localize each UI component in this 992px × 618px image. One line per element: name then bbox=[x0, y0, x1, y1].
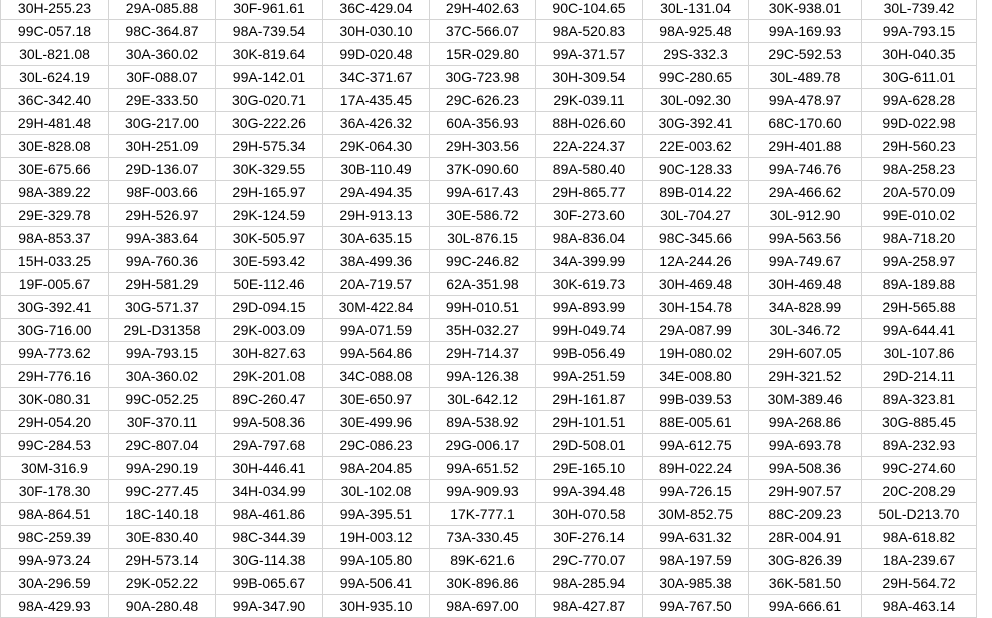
table-row bbox=[1, 89, 977, 112]
table-cell[interactable]: 18A-239.67 bbox=[862, 549, 977, 572]
table-cell[interactable]: 99A-767.50 bbox=[643, 595, 749, 618]
table-cell[interactable]: 89A-538.92 bbox=[430, 411, 536, 434]
table-cell[interactable]: 99A-290.19 bbox=[109, 457, 216, 480]
table-cell[interactable]: 30L-821.08 bbox=[1, 43, 109, 66]
table-cell[interactable]: 98C-364.87 bbox=[109, 20, 216, 43]
table-cell[interactable]: 29C-770.07 bbox=[536, 549, 643, 572]
table-cell[interactable]: 88E-005.61 bbox=[643, 411, 749, 434]
table-cell[interactable]: 99A-746.76 bbox=[749, 158, 862, 181]
table-cell[interactable]: 99A-563.56 bbox=[749, 227, 862, 250]
table-cell[interactable]: 99B-056.49 bbox=[536, 342, 643, 365]
table-row bbox=[1, 20, 977, 43]
table-cell[interactable]: 29H-481.48 bbox=[1, 112, 109, 135]
table-cell[interactable]: 30F-178.30 bbox=[1, 480, 109, 503]
table-cell[interactable]: 30H-154.78 bbox=[643, 296, 749, 319]
table-cell[interactable]: 99A-666.61 bbox=[749, 595, 862, 618]
table-cell[interactable]: 98F-003.66 bbox=[109, 181, 216, 204]
table-cell[interactable]: 30G-716.00 bbox=[1, 319, 109, 342]
table-cell[interactable]: 30G-114.38 bbox=[216, 549, 323, 572]
table-cell[interactable]: 29H-402.63 bbox=[430, 0, 536, 20]
table-cell[interactable]: 15R-029.80 bbox=[430, 43, 536, 66]
table-cell[interactable]: 99C-246.82 bbox=[430, 250, 536, 273]
table-cell[interactable]: 98A-718.20 bbox=[862, 227, 977, 250]
table-cell[interactable]: 99A-726.15 bbox=[643, 480, 749, 503]
table-cell[interactable]: 30L-107.86 bbox=[862, 342, 977, 365]
table-row bbox=[1, 388, 977, 411]
table-cell[interactable]: 38A-499.36 bbox=[323, 250, 430, 273]
table-cell[interactable]: 98A-197.59 bbox=[643, 549, 749, 572]
table-cell[interactable]: 98C-344.39 bbox=[216, 526, 323, 549]
table-cell[interactable]: 99A-371.57 bbox=[536, 43, 643, 66]
table-cell[interactable]: 29S-332.3 bbox=[643, 43, 749, 66]
table-cell[interactable]: 29H-907.57 bbox=[749, 480, 862, 503]
table-cell[interactable]: 29H-607.05 bbox=[749, 342, 862, 365]
table-row bbox=[1, 250, 977, 273]
table-cell[interactable]: 99A-508.36 bbox=[749, 457, 862, 480]
table-cell[interactable]: 29G-006.17 bbox=[430, 434, 536, 457]
table-cell[interactable]: 29E-329.78 bbox=[1, 204, 109, 227]
table-cell[interactable]: 99B-065.67 bbox=[216, 572, 323, 595]
table-cell[interactable]: 30H-446.41 bbox=[216, 457, 323, 480]
table-cell[interactable]: 99A-478.97 bbox=[749, 89, 862, 112]
table-row bbox=[1, 227, 977, 250]
table-cell[interactable]: 29K-003.09 bbox=[216, 319, 323, 342]
table-cell[interactable]: 29A-797.68 bbox=[216, 434, 323, 457]
table-cell[interactable]: 34H-034.99 bbox=[216, 480, 323, 503]
table-cell[interactable]: 30E-499.96 bbox=[323, 411, 430, 434]
table-cell[interactable]: 30H-030.10 bbox=[323, 20, 430, 43]
table-cell[interactable]: 30F-276.14 bbox=[536, 526, 643, 549]
table-cell[interactable]: 89A-232.93 bbox=[862, 434, 977, 457]
table-cell[interactable]: 30H-251.09 bbox=[109, 135, 216, 158]
table-cell[interactable]: 30M-852.75 bbox=[643, 503, 749, 526]
table-cell[interactable]: 50E-112.46 bbox=[216, 273, 323, 296]
table-cell[interactable]: 99A-508.36 bbox=[216, 411, 323, 434]
table-cell[interactable]: 30F-088.07 bbox=[109, 66, 216, 89]
table-cell[interactable]: 30E-828.08 bbox=[1, 135, 109, 158]
table-cell[interactable]: 30H-255.23 bbox=[1, 0, 109, 20]
table-cell[interactable]: 99A-383.64 bbox=[109, 227, 216, 250]
table-cell[interactable]: 30A-360.02 bbox=[109, 365, 216, 388]
table-cell[interactable]: 29H-054.20 bbox=[1, 411, 109, 434]
table-cell[interactable]: 99A-793.15 bbox=[862, 20, 977, 43]
table-cell[interactable]: 30M-316.9 bbox=[1, 457, 109, 480]
table-row bbox=[1, 480, 977, 503]
table-cell[interactable]: 99A-071.59 bbox=[323, 319, 430, 342]
table-cell[interactable]: 99A-347.90 bbox=[216, 595, 323, 618]
table-cell[interactable]: 37K-090.60 bbox=[430, 158, 536, 181]
table-cell[interactable]: 30L-102.08 bbox=[323, 480, 430, 503]
table-cell[interactable]: 34E-008.80 bbox=[643, 365, 749, 388]
table-cell[interactable]: 30L-642.12 bbox=[430, 388, 536, 411]
table-cell[interactable]: 98A-461.86 bbox=[216, 503, 323, 526]
table-cell[interactable]: 29L-D31358 bbox=[109, 319, 216, 342]
table-cell[interactable]: 98A-389.22 bbox=[1, 181, 109, 204]
table-cell[interactable]: 99A-394.48 bbox=[536, 480, 643, 503]
table-cell[interactable]: 30E-675.66 bbox=[1, 158, 109, 181]
table-row bbox=[1, 572, 977, 595]
table-cell[interactable]: 98A-520.83 bbox=[536, 20, 643, 43]
table-cell[interactable]: 30F-370.11 bbox=[109, 411, 216, 434]
table-cell[interactable]: 99A-564.86 bbox=[323, 342, 430, 365]
table-cell[interactable]: 99A-268.86 bbox=[749, 411, 862, 434]
table-cell[interactable]: 99A-506.41 bbox=[323, 572, 430, 595]
table-row bbox=[1, 457, 977, 480]
table-row bbox=[1, 66, 977, 89]
table-cell[interactable]: 29H-564.72 bbox=[862, 572, 977, 595]
table-cell[interactable]: 99B-039.53 bbox=[643, 388, 749, 411]
table-cell[interactable]: 29D-508.01 bbox=[536, 434, 643, 457]
table-cell[interactable]: 30F-273.60 bbox=[536, 204, 643, 227]
table-row bbox=[1, 273, 977, 296]
table-cell[interactable]: 99A-651.52 bbox=[430, 457, 536, 480]
table-cell[interactable]: 34A-399.99 bbox=[536, 250, 643, 273]
table-cell[interactable]: 99A-142.01 bbox=[216, 66, 323, 89]
table-cell[interactable]: 30G-611.01 bbox=[862, 66, 977, 89]
table-cell[interactable]: 99D-020.48 bbox=[323, 43, 430, 66]
table-row bbox=[1, 135, 977, 158]
table-cell[interactable]: 30G-392.41 bbox=[643, 112, 749, 135]
table-cell[interactable]: 30E-650.97 bbox=[323, 388, 430, 411]
table-cell[interactable]: 99H-010.51 bbox=[430, 296, 536, 319]
table-cell[interactable]: 30L-876.15 bbox=[430, 227, 536, 250]
table-cell[interactable]: 34A-828.99 bbox=[749, 296, 862, 319]
table-row bbox=[1, 181, 977, 204]
table-cell[interactable]: 88C-209.23 bbox=[749, 503, 862, 526]
table-cell[interactable]: 29K-124.59 bbox=[216, 204, 323, 227]
table-cell[interactable]: 30G-885.45 bbox=[862, 411, 977, 434]
table-cell[interactable]: 98A-463.14 bbox=[862, 595, 977, 618]
table-cell[interactable]: 29H-565.88 bbox=[862, 296, 977, 319]
table-cell[interactable]: 89H-022.24 bbox=[643, 457, 749, 480]
table-cell[interactable]: 29H-865.77 bbox=[536, 181, 643, 204]
table-cell[interactable]: 99A-631.32 bbox=[643, 526, 749, 549]
table-cell[interactable]: 30L-346.72 bbox=[749, 319, 862, 342]
table-cell[interactable]: 22E-003.62 bbox=[643, 135, 749, 158]
table-cell[interactable]: 30G-020.71 bbox=[216, 89, 323, 112]
table-cell[interactable]: 29K-064.30 bbox=[323, 135, 430, 158]
table-cell[interactable]: 99D-022.98 bbox=[862, 112, 977, 135]
table-cell[interactable]: 29D-094.15 bbox=[216, 296, 323, 319]
table-cell[interactable]: 36A-426.32 bbox=[323, 112, 430, 135]
table-cell[interactable]: 20A-570.09 bbox=[862, 181, 977, 204]
table-cell[interactable]: 99A-251.59 bbox=[536, 365, 643, 388]
table-cell[interactable]: 29A-466.62 bbox=[749, 181, 862, 204]
table-cell[interactable]: 99A-258.97 bbox=[862, 250, 977, 273]
table-cell[interactable]: 19H-080.02 bbox=[643, 342, 749, 365]
table-row bbox=[1, 112, 977, 135]
table-cell[interactable]: 29H-401.88 bbox=[749, 135, 862, 158]
table-cell[interactable]: 99A-105.80 bbox=[323, 549, 430, 572]
table-cell[interactable]: 90C-128.33 bbox=[643, 158, 749, 181]
table-cell[interactable]: 89A-580.40 bbox=[536, 158, 643, 181]
table-cell[interactable]: 99A-909.93 bbox=[430, 480, 536, 503]
table-cell[interactable]: 29H-560.23 bbox=[862, 135, 977, 158]
table-cell[interactable]: 29C-592.53 bbox=[749, 43, 862, 66]
table-cell[interactable]: 34C-088.08 bbox=[323, 365, 430, 388]
table-cell[interactable]: 29K-039.11 bbox=[536, 89, 643, 112]
table-cell[interactable]: 89A-189.88 bbox=[862, 273, 977, 296]
table-cell[interactable]: 29K-052.22 bbox=[109, 572, 216, 595]
table-cell[interactable]: 29H-581.29 bbox=[109, 273, 216, 296]
table-cell[interactable]: 30M-422.84 bbox=[323, 296, 430, 319]
table-cell[interactable]: 29A-085.88 bbox=[109, 0, 216, 20]
table-cell[interactable]: 99A-395.51 bbox=[323, 503, 430, 526]
table-cell[interactable]: 19F-005.67 bbox=[1, 273, 109, 296]
table-cell[interactable]: 98A-618.82 bbox=[862, 526, 977, 549]
table-cell[interactable]: 73A-330.45 bbox=[430, 526, 536, 549]
table-cell[interactable]: 30L-092.30 bbox=[643, 89, 749, 112]
table-cell[interactable]: 89B-014.22 bbox=[643, 181, 749, 204]
table-cell[interactable]: 98A-697.00 bbox=[430, 595, 536, 618]
table-cell[interactable]: 28R-004.91 bbox=[749, 526, 862, 549]
table-cell[interactable]: 62A-351.98 bbox=[430, 273, 536, 296]
table-cell[interactable]: 29H-161.87 bbox=[536, 388, 643, 411]
table-cell[interactable]: 30A-296.59 bbox=[1, 572, 109, 595]
table-cell[interactable]: 29H-776.16 bbox=[1, 365, 109, 388]
table-cell[interactable]: 29H-714.37 bbox=[430, 342, 536, 365]
table-cell[interactable]: 29C-086.23 bbox=[323, 434, 430, 457]
table-cell[interactable]: 98C-345.66 bbox=[643, 227, 749, 250]
table-cell[interactable]: 30G-723.98 bbox=[430, 66, 536, 89]
table-cell[interactable]: 29D-214.11 bbox=[862, 365, 977, 388]
table-cell[interactable]: 29A-494.35 bbox=[323, 181, 430, 204]
table-cell[interactable]: 34C-371.67 bbox=[323, 66, 430, 89]
table-cell[interactable]: 99A-169.93 bbox=[749, 20, 862, 43]
table-cell[interactable]: 37C-566.07 bbox=[430, 20, 536, 43]
table-cell[interactable]: 30G-571.37 bbox=[109, 296, 216, 319]
table-cell[interactable]: 20C-208.29 bbox=[862, 480, 977, 503]
table-cell[interactable]: 30K-938.01 bbox=[749, 0, 862, 20]
table-cell[interactable]: 68C-170.60 bbox=[749, 112, 862, 135]
table-cell[interactable]: 20A-719.57 bbox=[323, 273, 430, 296]
table-cell[interactable]: 30G-826.39 bbox=[749, 549, 862, 572]
table-cell[interactable]: 29H-165.97 bbox=[216, 181, 323, 204]
table-cell[interactable]: 29H-303.56 bbox=[430, 135, 536, 158]
table-cell[interactable]: 30L-624.19 bbox=[1, 66, 109, 89]
table-cell[interactable]: 98C-259.39 bbox=[1, 526, 109, 549]
table-cell[interactable]: 30E-593.42 bbox=[216, 250, 323, 273]
table-cell[interactable]: 90C-104.65 bbox=[536, 0, 643, 20]
table-row bbox=[1, 503, 977, 526]
table-cell[interactable]: 29H-101.51 bbox=[536, 411, 643, 434]
table-cell[interactable]: 29E-333.50 bbox=[109, 89, 216, 112]
table-cell[interactable]: 30L-739.42 bbox=[862, 0, 977, 20]
table-cell[interactable]: 50L-D213.70 bbox=[862, 503, 977, 526]
spreadsheet-body bbox=[1, 0, 977, 618]
table-cell[interactable]: 29C-626.23 bbox=[430, 89, 536, 112]
table-cell[interactable]: 30K-819.64 bbox=[216, 43, 323, 66]
table-cell[interactable]: 99A-893.99 bbox=[536, 296, 643, 319]
table-cell[interactable]: 29E-165.10 bbox=[536, 457, 643, 480]
table-cell[interactable]: 17K-777.1 bbox=[430, 503, 536, 526]
table-cell[interactable]: 30K-329.55 bbox=[216, 158, 323, 181]
table-cell[interactable]: 99C-057.18 bbox=[1, 20, 109, 43]
table-cell[interactable]: 98A-427.87 bbox=[536, 595, 643, 618]
table-cell[interactable]: 30A-635.15 bbox=[323, 227, 430, 250]
table-cell[interactable]: 30K-619.73 bbox=[536, 273, 643, 296]
table-cell[interactable]: 30G-392.41 bbox=[1, 296, 109, 319]
table-cell[interactable]: 99A-126.38 bbox=[430, 365, 536, 388]
table-row bbox=[1, 342, 977, 365]
table-cell[interactable]: 99E-010.02 bbox=[862, 204, 977, 227]
table-cell[interactable]: 30H-469.48 bbox=[749, 273, 862, 296]
table-cell[interactable]: 99A-793.15 bbox=[109, 342, 216, 365]
table-cell[interactable]: 30K-505.97 bbox=[216, 227, 323, 250]
table-cell[interactable]: 29D-136.07 bbox=[109, 158, 216, 181]
table-cell[interactable]: 98A-925.48 bbox=[643, 20, 749, 43]
table-cell[interactable]: 30H-309.54 bbox=[536, 66, 643, 89]
table-cell[interactable]: 30M-389.46 bbox=[749, 388, 862, 411]
table-cell[interactable]: 98A-739.54 bbox=[216, 20, 323, 43]
table-cell[interactable]: 99C-274.60 bbox=[862, 457, 977, 480]
table-cell[interactable]: 30H-827.63 bbox=[216, 342, 323, 365]
table-cell[interactable]: 99A-760.36 bbox=[109, 250, 216, 273]
table-row bbox=[1, 411, 977, 434]
table-cell[interactable]: 30L-704.27 bbox=[643, 204, 749, 227]
table-cell[interactable]: 90A-280.48 bbox=[109, 595, 216, 618]
table-cell[interactable]: 30E-586.72 bbox=[430, 204, 536, 227]
table-row bbox=[1, 43, 977, 66]
table-row bbox=[1, 526, 977, 549]
table-cell[interactable]: 30H-040.35 bbox=[862, 43, 977, 66]
table-cell[interactable]: 29H-321.52 bbox=[749, 365, 862, 388]
table-cell[interactable]: 36C-429.04 bbox=[323, 0, 430, 20]
table-row bbox=[1, 158, 977, 181]
table-cell[interactable]: 98A-853.37 bbox=[1, 227, 109, 250]
table-cell[interactable]: 99A-773.62 bbox=[1, 342, 109, 365]
table-cell[interactable]: 99C-052.25 bbox=[109, 388, 216, 411]
table-cell[interactable]: 30G-217.00 bbox=[109, 112, 216, 135]
table-cell[interactable]: 18C-140.18 bbox=[109, 503, 216, 526]
table-cell[interactable]: 17A-435.45 bbox=[323, 89, 430, 112]
table-cell[interactable]: 98A-285.94 bbox=[536, 572, 643, 595]
table-cell[interactable]: 22A-224.37 bbox=[536, 135, 643, 158]
table-cell[interactable]: 29A-087.99 bbox=[643, 319, 749, 342]
table-row bbox=[1, 365, 977, 388]
table-cell[interactable]: 89K-621.6 bbox=[430, 549, 536, 572]
table-cell[interactable]: 30A-985.38 bbox=[643, 572, 749, 595]
table-cell[interactable]: 98A-836.04 bbox=[536, 227, 643, 250]
table-cell[interactable]: 12A-244.26 bbox=[643, 250, 749, 273]
table-cell[interactable]: 36C-342.40 bbox=[1, 89, 109, 112]
table-cell[interactable]: 30L-131.04 bbox=[643, 0, 749, 20]
table-cell[interactable]: 36K-581.50 bbox=[749, 572, 862, 595]
table-cell[interactable]: 30L-912.90 bbox=[749, 204, 862, 227]
table-cell[interactable]: 30G-222.26 bbox=[216, 112, 323, 135]
table-cell[interactable]: 30F-961.61 bbox=[216, 0, 323, 20]
table-row bbox=[1, 549, 977, 572]
table-cell[interactable]: 89C-260.47 bbox=[216, 388, 323, 411]
table-cell[interactable]: 98A-429.93 bbox=[1, 595, 109, 618]
table-cell[interactable]: 29H-913.13 bbox=[323, 204, 430, 227]
table-cell[interactable]: 60A-356.93 bbox=[430, 112, 536, 135]
table-cell[interactable]: 30H-935.10 bbox=[323, 595, 430, 618]
table-cell[interactable]: 30K-080.31 bbox=[1, 388, 109, 411]
table-cell[interactable]: 19H-003.12 bbox=[323, 526, 430, 549]
table-cell[interactable]: 99A-644.41 bbox=[862, 319, 977, 342]
table-cell[interactable]: 30H-070.58 bbox=[536, 503, 643, 526]
table-cell[interactable]: 99A-749.67 bbox=[749, 250, 862, 273]
table-cell[interactable]: 30E-830.40 bbox=[109, 526, 216, 549]
table-cell[interactable]: 98A-864.51 bbox=[1, 503, 109, 526]
table-cell[interactable]: 30A-360.02 bbox=[109, 43, 216, 66]
table-row bbox=[1, 434, 977, 457]
table-row bbox=[1, 319, 977, 342]
table-cell[interactable]: 99C-280.65 bbox=[643, 66, 749, 89]
table-row bbox=[1, 0, 977, 20]
table-row bbox=[1, 296, 977, 319]
table-cell[interactable]: 99A-628.28 bbox=[862, 89, 977, 112]
table-cell[interactable]: 30H-469.48 bbox=[643, 273, 749, 296]
table-cell[interactable]: 89A-323.81 bbox=[862, 388, 977, 411]
table-cell[interactable]: 99C-284.53 bbox=[1, 434, 109, 457]
table-row bbox=[1, 204, 977, 227]
table-cell[interactable]: 88H-026.60 bbox=[536, 112, 643, 135]
table-cell[interactable]: 29H-526.97 bbox=[109, 204, 216, 227]
table-row bbox=[1, 595, 977, 618]
table-cell[interactable]: 99A-612.75 bbox=[643, 434, 749, 457]
table-cell[interactable]: 30B-110.49 bbox=[323, 158, 430, 181]
table-cell[interactable]: 99A-973.24 bbox=[1, 549, 109, 572]
table-cell[interactable]: 99A-693.78 bbox=[749, 434, 862, 457]
table-cell[interactable]: 29K-201.08 bbox=[216, 365, 323, 388]
table-cell[interactable]: 99C-277.45 bbox=[109, 480, 216, 503]
table-cell[interactable]: 30K-896.86 bbox=[430, 572, 536, 595]
table-cell[interactable]: 29H-573.14 bbox=[109, 549, 216, 572]
table-cell[interactable]: 29H-575.34 bbox=[216, 135, 323, 158]
table-cell[interactable]: 98A-258.23 bbox=[862, 158, 977, 181]
table-cell[interactable]: 15H-033.25 bbox=[1, 250, 109, 273]
table-cell[interactable]: 30L-489.78 bbox=[749, 66, 862, 89]
table-cell[interactable]: 35H-032.27 bbox=[430, 319, 536, 342]
table-cell[interactable]: 98A-204.85 bbox=[323, 457, 430, 480]
table-cell[interactable]: 99A-617.43 bbox=[430, 181, 536, 204]
table-cell[interactable]: 29C-807.04 bbox=[109, 434, 216, 457]
table-cell[interactable]: 99H-049.74 bbox=[536, 319, 643, 342]
